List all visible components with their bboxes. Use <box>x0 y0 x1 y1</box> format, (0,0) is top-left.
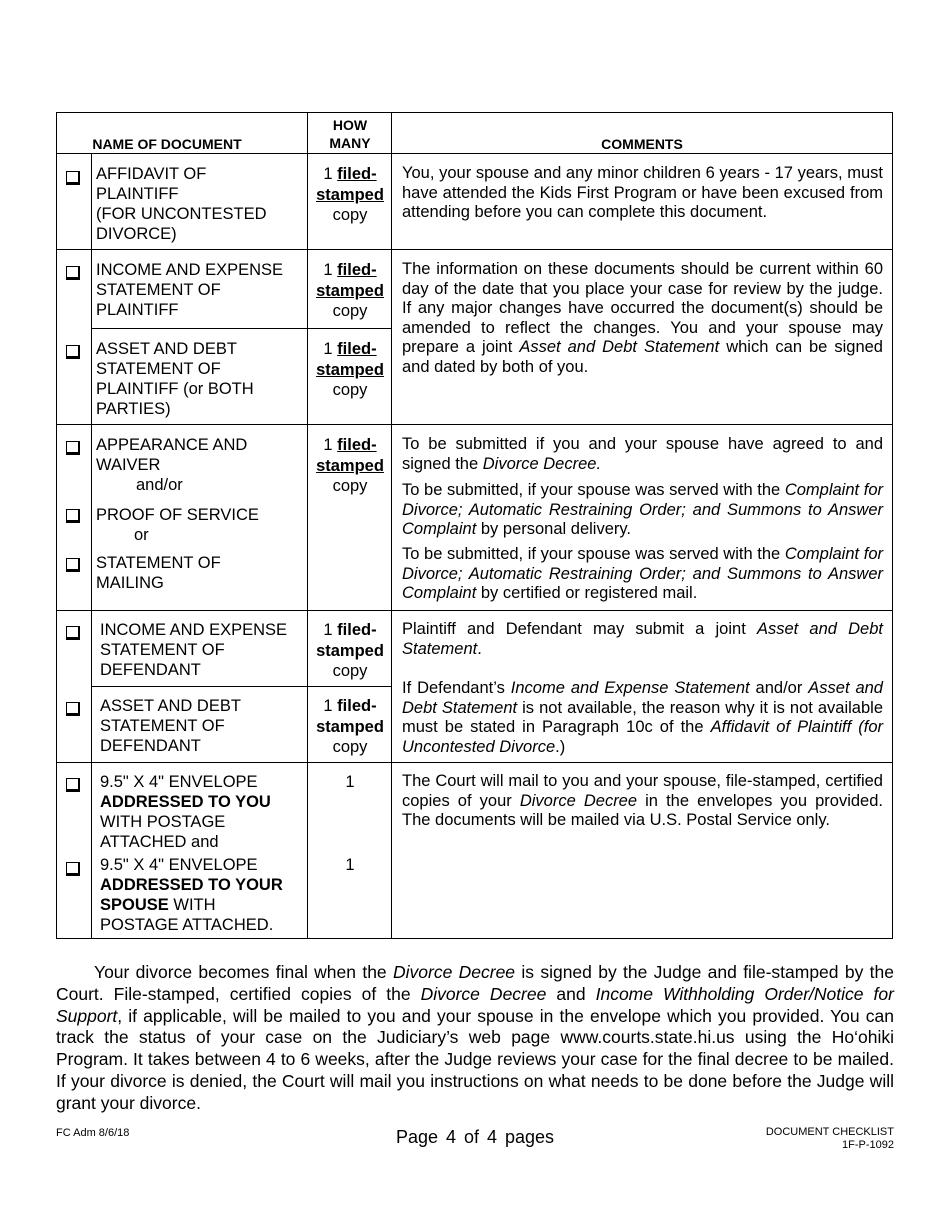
checkbox-asset-plaintiff[interactable] <box>66 345 80 359</box>
checkbox-proof-of-service[interactable] <box>66 509 80 523</box>
page-number: Page 4 of 4 pages <box>395 1127 555 1147</box>
doc-name-envelope-spouse: 9.5" X 4" ENVELOPE ADDRESSED TO YOUR SPOUSE WITH POSTAGE ATTACHED. <box>100 856 283 934</box>
how-many-income-plaintiff: 1 filed- stamped copy <box>316 261 384 320</box>
checkbox-income-plaintiff[interactable] <box>66 266 80 280</box>
how-many-envelope-spouse: 1 <box>345 856 355 874</box>
doc-name-affidavit: AFFIDAVIT OF PLAINTIFF (FOR UNCONTESTED DIVORCE) <box>96 165 267 243</box>
comment-defendant-joint: Plaintiff and Defendant may submit a joint Asset and Debt Statement. <box>402 620 883 658</box>
checkbox-envelope-you[interactable] <box>66 778 80 792</box>
comment-appearance-waiver: To be submitted if you and your spouse have agreed to and signed the Divorce Decree. <box>402 435 883 473</box>
doc-name-envelope-you: 9.5" X 4" ENVELOPE ADDRESSED TO YOU WITH POSTAGE ATTACHED and <box>100 773 271 851</box>
checkbox-affidavit[interactable] <box>66 171 80 185</box>
and-or-label: and/or <box>136 476 183 494</box>
comment-plaintiff-statements: The information on these documents should be current within 60 day of the date that you place your case for review by the judge. If any major changes have occurred the document(s) should be amended to reflect the changes. You and your spouse may prepare a joint Asset and Debt Statement which can be signed and dated by both of you. <box>402 260 883 376</box>
closing-paragraph: Your divorce becomes final when the Divorce Decree is signed by the Judge and file-stamped by the Court. File-stamped, certified copies of the Divorce Decree and Income Withholding Order/Notice for Support, if applicable, will be mailed to you and your spouse in the envelope which you provided. You can track the status of your case on the Judiciary’s web page www.courts.state.hi.us using the Ho‘ohiki Program. It takes between 4 to 6 weeks, after the Judge reviews your case for the final decree to be mailed. If your divorce is denied, the Court will mail you instructions on what needs to be done before the Judge will grant your divorce. <box>56 962 894 1113</box>
how-many-asset-plaintiff: 1 filed- stamped copy <box>316 340 384 399</box>
checkbox-income-defendant[interactable] <box>66 626 80 640</box>
checkbox-statement-of-mailing[interactable] <box>66 558 80 572</box>
how-many-envelope-you: 1 <box>345 773 355 791</box>
document-checklist-table <box>56 112 893 939</box>
checkbox-appearance-waiver[interactable] <box>66 441 80 455</box>
how-many-asset-defendant: 1 filed- stamped copy <box>316 697 384 756</box>
how-many-income-defendant: 1 filed- stamped copy <box>316 621 384 680</box>
doc-name-income-plaintiff: INCOME AND EXPENSE STATEMENT OF PLAINTIFF <box>96 261 284 319</box>
doc-name-asset-defendant: ASSET AND DEBT STATEMENT OF DEFENDANT <box>100 697 241 755</box>
comment-affidavit: You, your spouse and any minor children 6 years - 17 years, must have attended the Kids First Program or have been excused from attending before you can complete this document. <box>402 164 883 221</box>
header-name-of-document: NAME OF DOCUMENT <box>92 136 242 152</box>
doc-name-income-defendant: INCOME AND EXPENSE STATEMENT OF DEFENDANT <box>100 621 288 679</box>
form-id: DOCUMENT CHECKLIST 1F-P-1092 <box>765 1126 894 1151</box>
comment-defendant-unavailable: If Defendant’s Income and Expense Statement and/or Asset and Debt Statement is not available, the reason why it is not available must be stated in Paragraph 10c of the Affidavit of Plaintiff (for Uncontested Divorce.) <box>402 679 883 756</box>
checkbox-envelope-spouse[interactable] <box>66 862 80 876</box>
doc-name-asset-plaintiff: ASSET AND DEBT STATEMENT OF PLAINTIFF (or BOTH PARTIES) <box>96 340 254 418</box>
comment-statement-of-mailing: To be submitted, if your spouse was served with the Complaint for Divorce; Automatic Restraining Order; and Summons to Answer Complaint by certified or registered mail. <box>402 545 883 602</box>
how-many-appearance: 1 filed- stamped copy <box>316 436 384 495</box>
checkbox-asset-defendant[interactable] <box>66 702 80 716</box>
form-revision-date: FC Adm 8/6/18 <box>56 1127 130 1139</box>
doc-name-proof-of-service: PROOF OF SERVICE <box>96 506 259 524</box>
how-many-affidavit: 1 filed- stamped copy <box>316 165 384 224</box>
doc-name-appearance-waiver: APPEARANCE AND WAIVER <box>96 436 248 474</box>
header-how-many: HOW MANY <box>329 117 371 151</box>
header-comments: COMMENTS <box>601 136 683 152</box>
comment-envelopes: The Court will mail to you and your spouse, file-stamped, certified copies of your Divorce Decree in the envelopes you provided. The documents will be mailed via U.S. Postal Service only. <box>402 772 883 829</box>
comment-proof-of-service: To be submitted, if your spouse was served with the Complaint for Divorce; Automatic Restraining Order; and Summons to Answer Complaint by personal delivery. <box>402 481 883 538</box>
or-label: or <box>134 526 149 544</box>
doc-name-statement-of-mailing: STATEMENT OF MAILING <box>96 554 221 592</box>
